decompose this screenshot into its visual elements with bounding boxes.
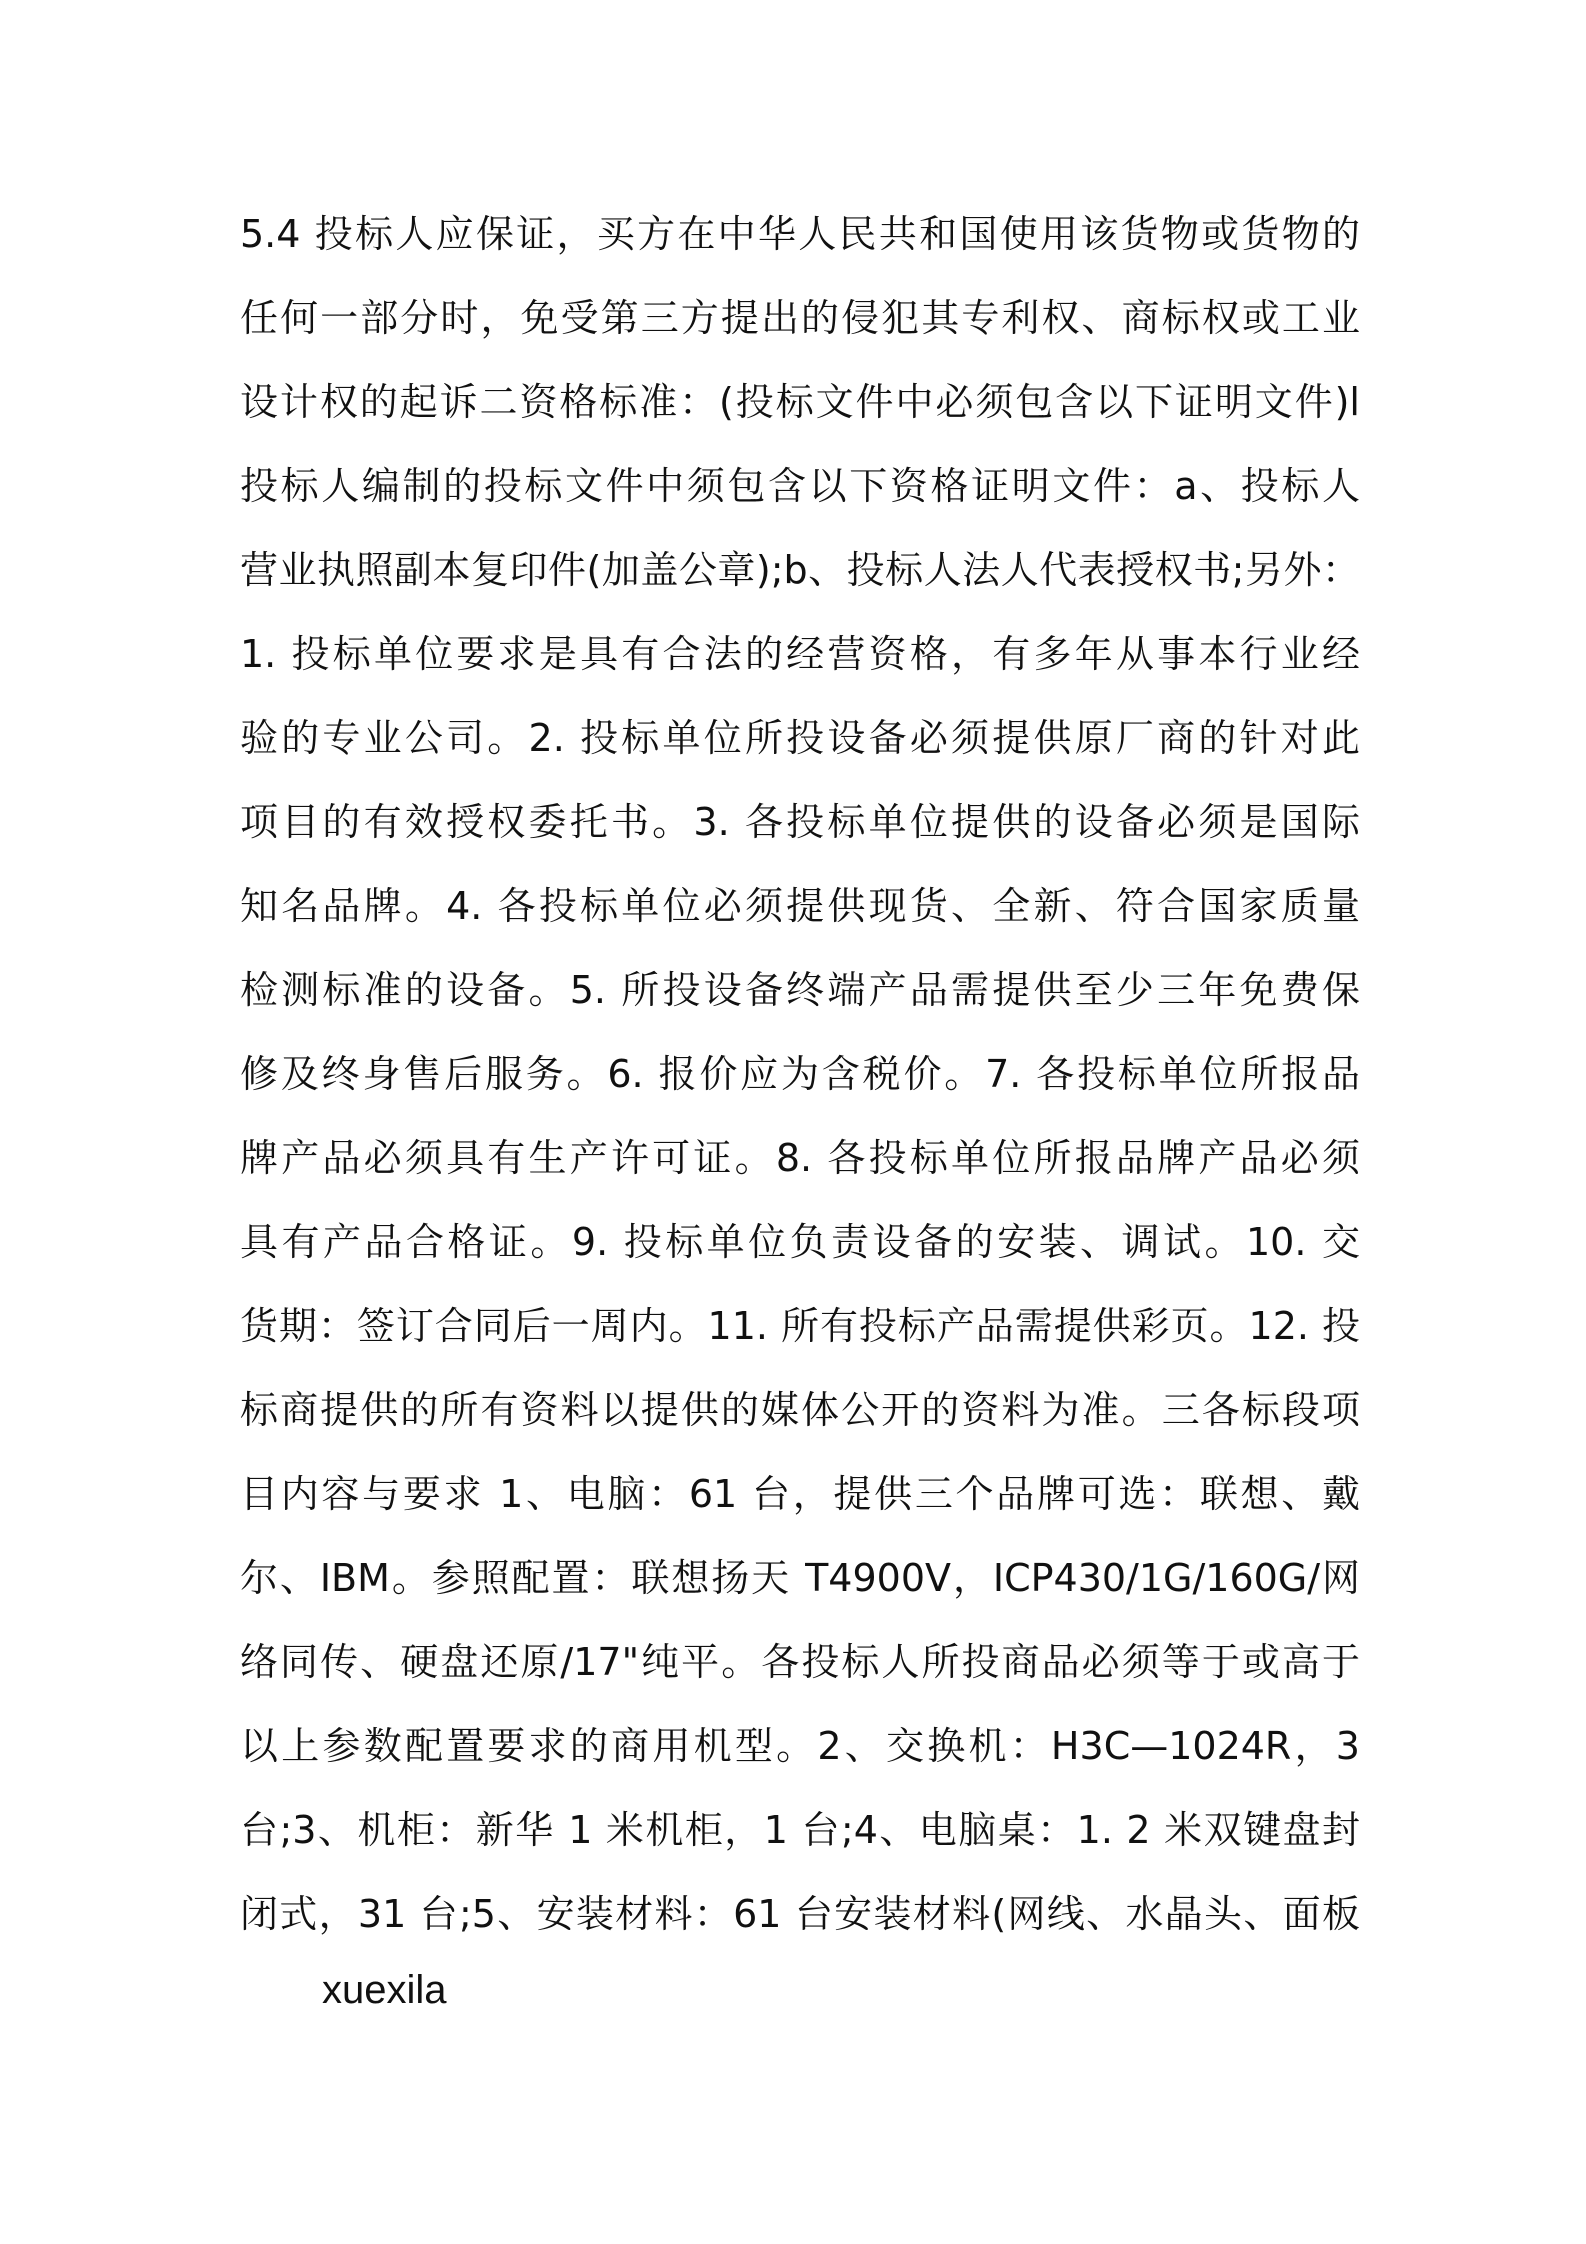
text-line: 修及终身售后服务。6. 报价应为含税价。7. 各投标单位所报品 [240, 1052, 1360, 1096]
text-line: 货期：签订合同后一周内。11. 所有投标产品需提供彩页。12. 投 [240, 1304, 1360, 1348]
text-line: 标商提供的所有资料以提供的媒体公开的资料为准。三各标段项 [240, 1388, 1360, 1432]
text-line: 闭式，31 台;5、安装材料：61 台安装材料(网线、水晶头、面板 [240, 1892, 1360, 1936]
text-line: 目内容与要求 1、电脑：61 台，提供三个品牌可选：联想、戴 [240, 1472, 1360, 1516]
text-line: 具有产品合格证。9. 投标单位负责设备的安装、调试。10. 交 [240, 1220, 1360, 1264]
text-line: 台;3、机柜：新华 1 米机柜，1 台;4、电脑桌：1. 2 米双键盘封 [240, 1808, 1360, 1852]
text-line: 络同传、硬盘还原/17"纯平。各投标人所投商品必须等于或高于 [240, 1640, 1360, 1684]
text-line: 1. 投标单位要求是具有合法的经营资格，有多年从事本行业经 [240, 632, 1360, 676]
text-line: 牌产品必须具有生产许可证。8. 各投标单位所报品牌产品必须 [240, 1136, 1360, 1180]
text-line: 营业执照副本复印件(加盖公章);b、投标人法人代表授权书;另外： [240, 548, 1360, 592]
text-line: 投标人编制的投标文件中须包含以下资格证明文件：a、投标人 [240, 464, 1360, 508]
body-text [240, 192, 1360, 1956]
text-line: 尔、IBM。参照配置：联想扬天 T4900V，ICP430/1G/160G/网 [240, 1556, 1360, 1600]
text-line: 项目的有效授权委托书。3. 各投标单位提供的设备必须是国际 [240, 800, 1360, 844]
text-line: 知名品牌。4. 各投标单位必须提供现货、全新、符合国家质量 [240, 884, 1360, 928]
text-line: 设计权的起诉二资格标准：(投标文件中必须包含以下证明文件)l [240, 380, 1360, 424]
text-line: 5.4 投标人应保证，买方在中华人民共和国使用该货物或货物的 [240, 212, 1360, 256]
text-line: 任何一部分时，免受第三方提出的侵犯其专利权、商标权或工业 [240, 296, 1360, 340]
text-line: 以上参数配置要求的商用机型。2、交换机：H3C—1024R，3 [240, 1724, 1360, 1768]
text-line: 验的专业公司。2. 投标单位所投设备必须提供原厂商的针对此 [240, 716, 1360, 760]
text-line: 检测标准的设备。5. 所投设备终端产品需提供至少三年免费保 [240, 968, 1360, 1012]
footer-watermark: xuexila [322, 1968, 447, 2012]
